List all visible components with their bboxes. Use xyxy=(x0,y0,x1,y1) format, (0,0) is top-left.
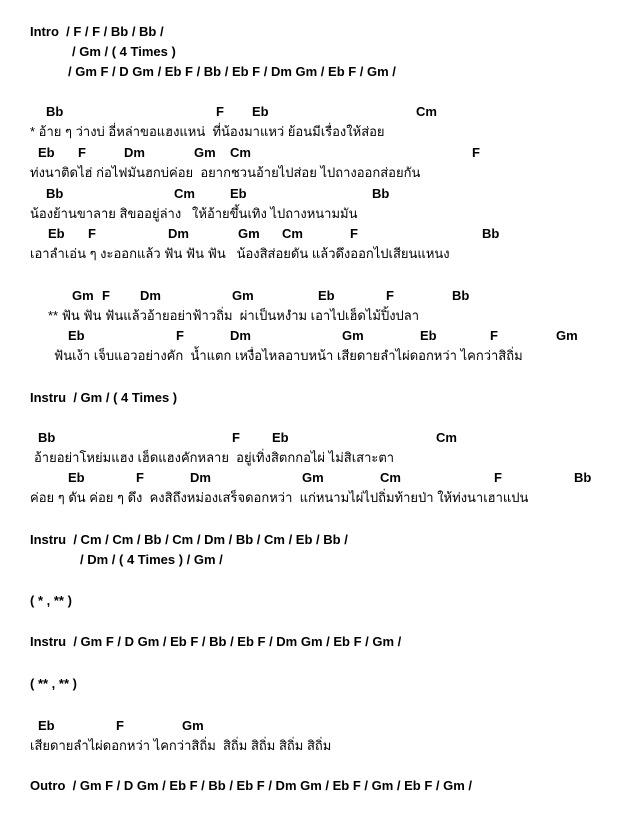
intro-line-2: / Gm / ( 4 Times ) xyxy=(72,44,176,59)
chord: Bb xyxy=(46,104,64,119)
chord: Bb xyxy=(452,288,470,303)
chord: Eb xyxy=(318,288,335,303)
chord: Bb xyxy=(372,186,390,201)
chord: Cm xyxy=(230,145,251,160)
chord: Gm xyxy=(556,328,578,343)
chord: Eb xyxy=(230,186,247,201)
lyric-line: ท่งนาติดไฮ่ ก่อไฟมันฮกบ่ค่อย อยากชวนอ้ายไปส่อย ไปถางออกส่อยกัน xyxy=(30,165,421,180)
chord: F xyxy=(472,145,480,160)
chord: Gm xyxy=(232,288,254,303)
chord: Dm xyxy=(124,145,145,160)
chord: Eb xyxy=(68,470,85,485)
lyric-line: เอาลำเอ่น ๆ งะออกแล้ว ฟัน ฟัน ฟัน น้องสิส่อยดัน แล้วดึงออกไปเสียนแหนง xyxy=(30,246,450,261)
chord: Dm xyxy=(168,226,189,241)
chord: Eb xyxy=(48,226,65,241)
repeat-marker: ( ** , ** ) xyxy=(30,676,77,691)
outro-line: Outro / Gm F / D Gm / Eb F / Bb / Eb F / Dm Gm / Eb F / Gm / Eb F / Gm / xyxy=(30,778,473,793)
chord: Eb xyxy=(38,145,55,160)
chord: Eb xyxy=(420,328,437,343)
chord: Gm xyxy=(182,718,204,733)
chord: Eb xyxy=(272,430,289,445)
chord: Cm xyxy=(282,226,303,241)
chord: Dm xyxy=(230,328,251,343)
chord: Dm xyxy=(190,470,211,485)
intro-line-3: / Gm F / D Gm / Eb F / Bb / Eb F / Dm Gm / Eb F / Gm / xyxy=(68,64,396,79)
lyric-line: ฟันเง้า เจ็บแอวอย่างคัก น้ำแตก เหงื่อไหลอาบหน้า เสียดายลำไผ่ดอกหว่า ไคกว่าสิถิ่ม xyxy=(54,348,523,363)
chord: Cm xyxy=(174,186,195,201)
chord: Gm xyxy=(194,145,216,160)
chord: F xyxy=(116,718,124,733)
chord: Bb xyxy=(482,226,500,241)
chord: F xyxy=(232,430,240,445)
chord: F xyxy=(136,470,144,485)
repeat-marker: ( * , ** ) xyxy=(30,593,72,608)
instru-line: Instru / Gm / ( 4 Times ) xyxy=(30,390,178,405)
chord: Gm xyxy=(342,328,364,343)
chord: Bb xyxy=(46,186,64,201)
chord: Dm xyxy=(140,288,161,303)
chord: F xyxy=(216,104,224,119)
chord: Cm xyxy=(380,470,401,485)
lyric-line: น้องย้านขาลาย สิขออยู่ล่าง ให้อ้ายขึ้นเทิง ไปถางหนามมัน xyxy=(30,206,358,221)
chord: F xyxy=(102,288,110,303)
chord: F xyxy=(494,470,502,485)
lyric-line: ** ฟัน ฟัน ฟันแล้วอ้ายอย่าฟ้าวถิ่ม ผ่าเป็นหงำม เอาไปเฮ็ดไม้ปิ้งปลา xyxy=(48,308,420,323)
intro-line-1: Intro / F / F / Bb / Bb / xyxy=(30,24,164,39)
chord: F xyxy=(78,145,86,160)
chord: F xyxy=(176,328,184,343)
chord: Bb xyxy=(38,430,56,445)
chord: Eb xyxy=(252,104,269,119)
chord: Cm xyxy=(416,104,437,119)
chord: F xyxy=(88,226,96,241)
chord: Cm xyxy=(436,430,457,445)
lyric-line: * อ้าย ๆ ว่างบ่ อี่หล่าขอแฮงแหน่ ที่น้องมาแหว่ ย้อนมีเรื่องให้ส่อย xyxy=(30,124,385,139)
chord: Gm xyxy=(72,288,94,303)
instru-line: Instru / Gm F / D Gm / Eb F / Bb / Eb F / Dm Gm / Eb F / Gm / xyxy=(30,634,402,649)
instru-line: / Dm / ( 4 Times ) / Gm / xyxy=(80,552,223,567)
lyric-line: ค่อย ๆ ดัน ค่อย ๆ ดึง คงสิถึงหม่องเสร็จดอกหว่า แก่หนามไผ่ไปถิ่มท้ายป่า ให้ท่งนาเฮาแปน xyxy=(30,490,529,505)
lyric-line: อ้ายอย่าโหย่มแฮง เฮ็ดแฮงคักหลาย อยู่เทิ่งสิตกกอไผ่ ไม่สิเสาะตา xyxy=(34,450,395,465)
chord: F xyxy=(350,226,358,241)
chord: F xyxy=(386,288,394,303)
lyric-line: เสียดายลำไผ่ดอกหว่า ไคกว่าสิถิ่ม สิถิ่ม สิถิ่ม สิถิ่ม สิถิ่ม xyxy=(30,738,332,753)
chord: Gm xyxy=(238,226,260,241)
chord: Bb xyxy=(574,470,592,485)
instru-line: Instru / Cm / Cm / Bb / Cm / Dm / Bb / Cm / Eb / Bb / xyxy=(30,532,348,547)
chord: F xyxy=(490,328,498,343)
chord: Eb xyxy=(38,718,55,733)
chord: Gm xyxy=(302,470,324,485)
chord: Eb xyxy=(68,328,85,343)
